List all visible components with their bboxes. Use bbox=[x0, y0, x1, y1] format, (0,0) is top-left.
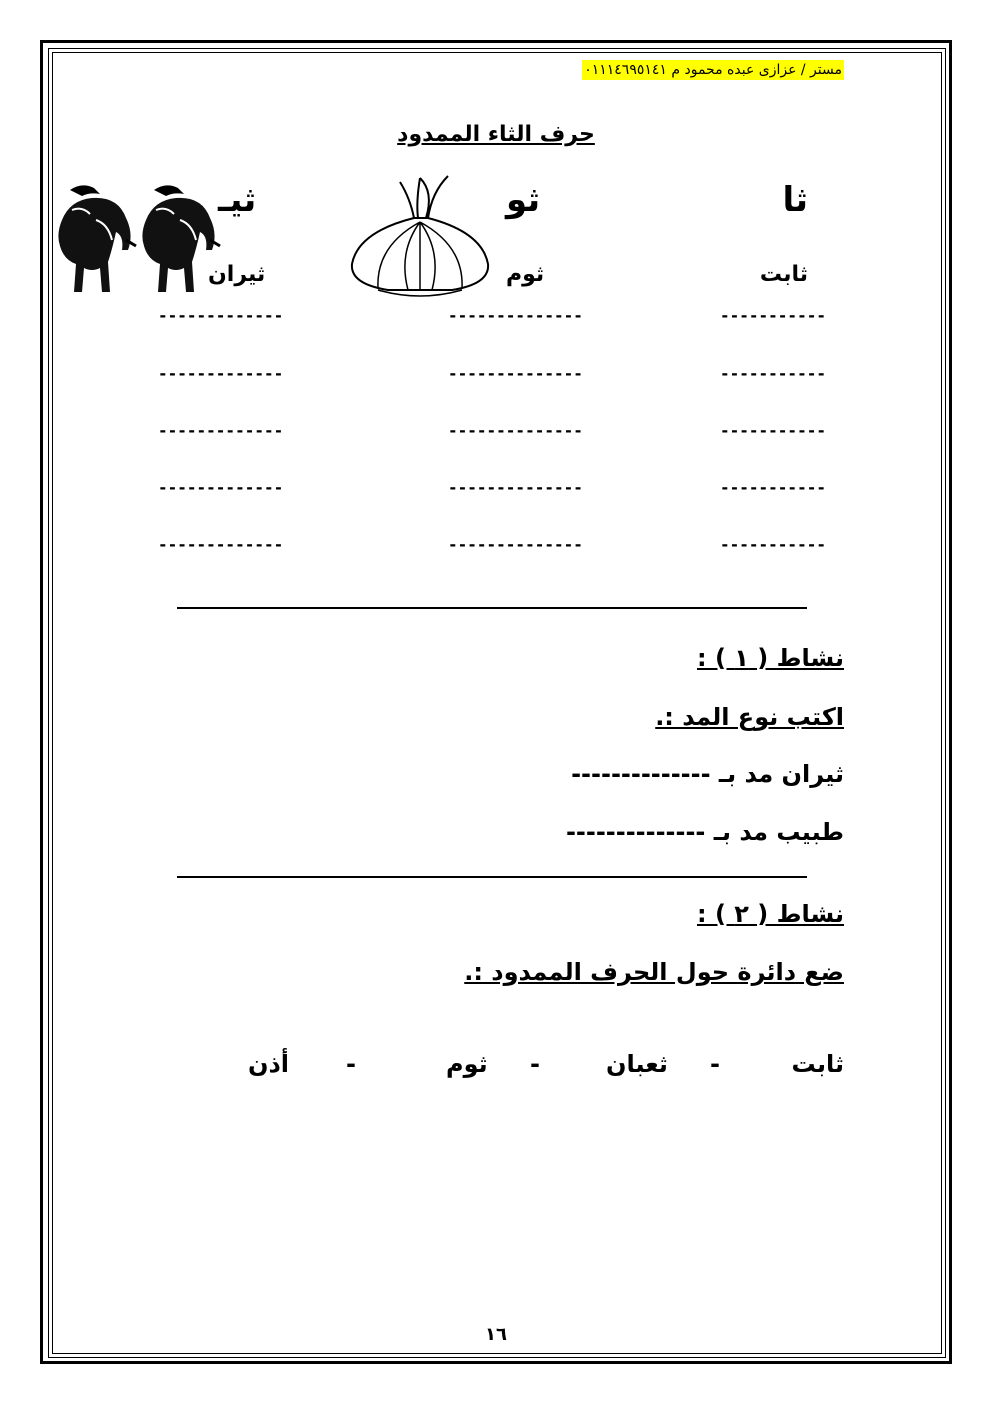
letter-tha-waw: ثو bbox=[506, 180, 541, 220]
practice-line[interactable]: ------------- bbox=[158, 535, 284, 554]
word-separator: - bbox=[346, 1050, 356, 1078]
practice-line[interactable]: ------------- bbox=[158, 478, 284, 497]
practice-line[interactable]: -------------- bbox=[448, 535, 583, 554]
activity1-line-2[interactable]: طبيب مد بـ -------------- bbox=[565, 818, 844, 846]
bull-icon bbox=[52, 180, 138, 300]
activity2-instruction: ضع دائرة حول الحرف الممدود :. bbox=[464, 958, 844, 986]
practice-line[interactable]: ----------- bbox=[720, 421, 826, 440]
practice-line[interactable]: ----------- bbox=[720, 364, 826, 383]
practice-line[interactable]: -------------- bbox=[448, 364, 583, 383]
page-title: حرف الثاء الممدود bbox=[397, 122, 595, 147]
practice-line[interactable]: ------------- bbox=[158, 364, 284, 383]
garlic-icon bbox=[348, 172, 492, 300]
practice-line[interactable]: ----------- bbox=[720, 478, 826, 497]
word-thoom: ثوم bbox=[506, 262, 545, 287]
word-separator: - bbox=[530, 1050, 540, 1078]
word-thiran: ثيران bbox=[208, 262, 266, 287]
practice-line[interactable]: ----------- bbox=[720, 306, 826, 325]
activity2-heading: نشاط ( ٢ ) : bbox=[697, 900, 844, 928]
practice-line[interactable]: ------------- bbox=[158, 421, 284, 440]
practice-line[interactable]: -------------- bbox=[448, 478, 583, 497]
activity1-heading: نشاط ( ١ ) : bbox=[697, 644, 844, 672]
circle-word[interactable]: ثعبان bbox=[606, 1050, 668, 1078]
circle-word[interactable]: أذن bbox=[248, 1050, 290, 1078]
word-separator: - bbox=[710, 1050, 720, 1078]
practice-line[interactable]: -------------- bbox=[448, 421, 583, 440]
activity1-line-1[interactable]: ثيران مد بـ -------------- bbox=[571, 760, 844, 788]
letter-tha-alif: ثا bbox=[782, 180, 808, 220]
page-number: ١٦ bbox=[485, 1324, 507, 1345]
word-thabit: ثابت bbox=[759, 262, 808, 287]
section-divider bbox=[177, 876, 807, 878]
practice-line[interactable]: ------------- bbox=[158, 306, 284, 325]
circle-word[interactable]: ثوم bbox=[446, 1050, 488, 1078]
letter-tha-ya: ثيـ bbox=[218, 180, 257, 220]
activity1-instruction: اكتب نوع المد :. bbox=[655, 703, 844, 731]
practice-line[interactable]: -------------- bbox=[448, 306, 583, 325]
practice-line[interactable]: ----------- bbox=[720, 535, 826, 554]
circle-word[interactable]: ثابت bbox=[791, 1050, 844, 1078]
section-divider bbox=[177, 607, 807, 609]
header-note: مستر / عزازى عبده محمود م ٠١١١٤٦٩٥١٤١ bbox=[584, 62, 842, 78]
